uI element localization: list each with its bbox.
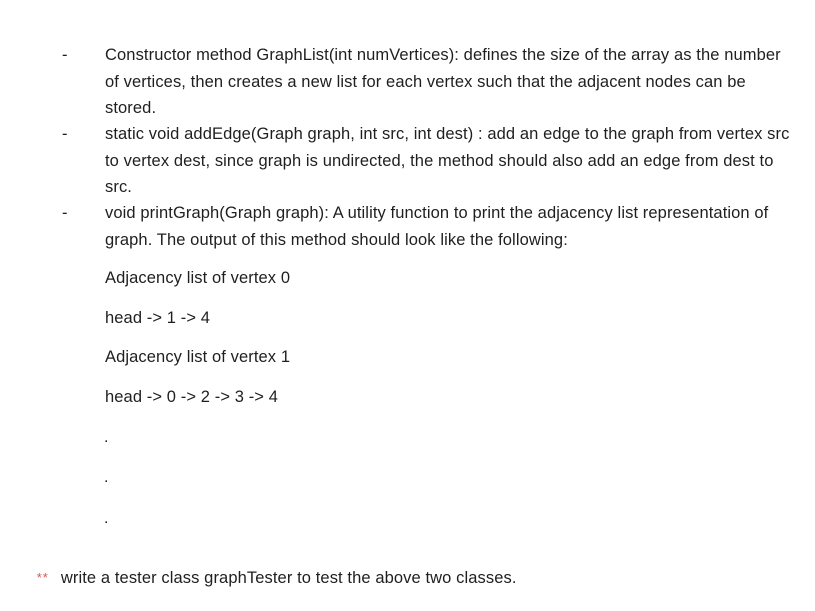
sample-output-line: head -> 0 -> 2 -> 3 -> 4 bbox=[105, 388, 279, 406]
sample-output-line: head -> 1 -> 4 bbox=[105, 309, 211, 327]
bullet-text-add-edge: static void addEdge(Graph graph, int src, int dest) : add an edge to the graph from vertex src to vertex dest, since graph is undirected, the method should also add an edge from dest to src. bbox=[105, 125, 790, 196]
bullet-text-print-graph: void printGraph(Graph graph): A utility function to print the adjacency list representation of graph. The output of this method should look like the following: bbox=[105, 204, 769, 249]
sample-output-line: Adjacency list of vertex 1 bbox=[105, 348, 291, 366]
bullet-dash: - bbox=[62, 125, 68, 143]
ellipsis-dot: . bbox=[104, 469, 109, 486]
footer-stars: ** bbox=[36, 570, 49, 585]
sample-output-line: Adjacency list of vertex 0 bbox=[105, 269, 291, 287]
footer-instruction bbox=[18, 545, 517, 611]
ellipsis-dot: . bbox=[104, 429, 109, 446]
footer-text: write a tester class graphTester to test the above two classes. bbox=[60, 569, 517, 587]
bullet-dash: - bbox=[62, 46, 68, 64]
ellipsis-dot: . bbox=[104, 510, 109, 527]
bullet-text-constructor: Constructor method GraphList(int numVertices): defines the size of the array as the number of vertices, then creates a new list for each vertex such that the adjacent nodes can be stored. bbox=[105, 46, 781, 117]
bullet-dash: - bbox=[62, 204, 68, 222]
